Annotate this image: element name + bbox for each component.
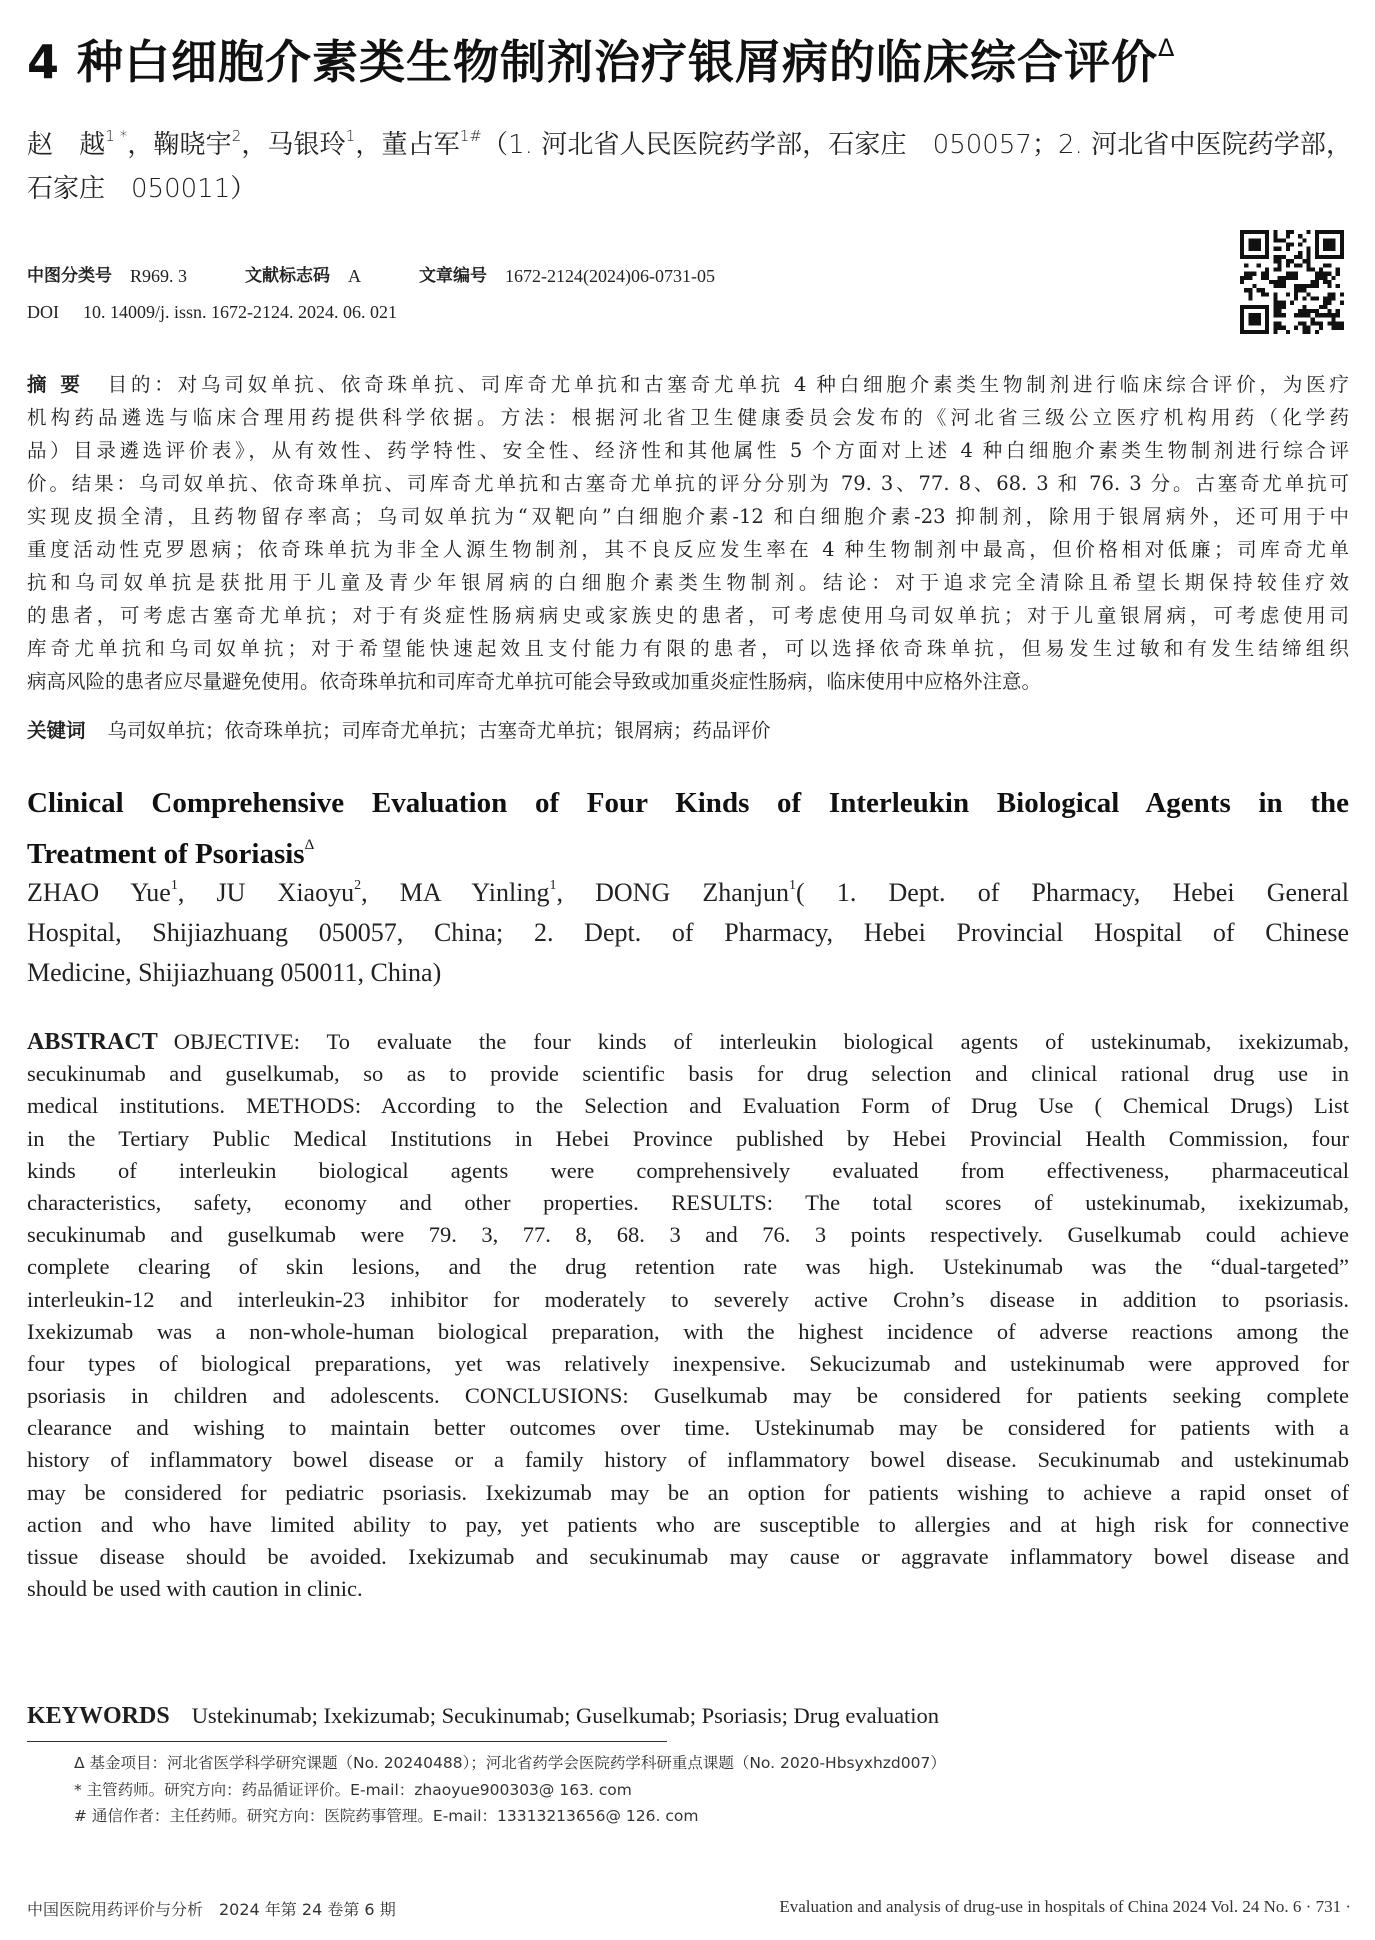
chinese-abstract-text: 目的：对乌司奴单抗、依奇珠单抗、司库奇尤单抗和古塞奇尤单抗 4 种白细胞介素类生物制剂进行临床综合评价，为医疗 xyxy=(107,373,1349,396)
english-abstract-line xyxy=(27,1316,1349,1348)
chinese-author-text: ，马银玲 xyxy=(241,130,346,160)
english-abstract-text: secukinumab and guselkumab, so as to provide scientific basis for drug selection and clinical rational drug use in xyxy=(27,1061,1349,1087)
chinese-abstract-label: 摘要 xyxy=(27,373,94,396)
english-abstract-text: characteristics, safety, economy and other properties. RESULTS: The total scores of ustekinumab, ixekizumab, xyxy=(27,1189,1349,1215)
chinese-authors-affiliations xyxy=(27,114,1352,211)
chinese-author-text: 赵 越 xyxy=(27,130,106,160)
chinese-title-text: 4 种白细胞介素类生物制剂治疗银屑病的临床综合评价 xyxy=(27,35,1159,89)
doc-code-label: 文献标志码 xyxy=(245,266,331,286)
english-abstract-line xyxy=(27,1477,1349,1509)
funding-mark: Δ xyxy=(1158,34,1176,62)
english-abstract-text: may be considered for pediatric psoriasis. Ixekizumab may be an option for patients wishing to achieve a rapid onset of xyxy=(27,1479,1349,1505)
english-keywords-text: Ustekinumab; Ixekizumab; Secukinumab; Guselkumab; Psoriasis; Drug evaluation xyxy=(191,1703,940,1728)
chinese-abstract-text: 病高风险的患者应尽量避免使用。依奇珠单抗和司库奇尤单抗可能会导致或加重炎症性肠病，临床使用中应格外注意。 xyxy=(27,670,1042,693)
english-abstract-line xyxy=(27,1187,1349,1219)
english-author-text: ( 1. Dept. of Pharmacy, Hebei General xyxy=(796,878,1349,907)
english-keywords-label: KEYWORDS xyxy=(27,1703,170,1729)
chinese-abstract-line xyxy=(27,533,1349,566)
english-keywords xyxy=(27,1703,939,1730)
english-abstract-line xyxy=(27,1123,1349,1155)
english-title xyxy=(27,782,1349,875)
chinese-keywords-label: 关键词 xyxy=(27,719,86,742)
clc-value: R969. 3 xyxy=(130,266,188,286)
english-abstract-text: action and who have limited ability to pay, yet patients who are susceptible to allergies and at high risk for connective xyxy=(27,1511,1349,1537)
english-author-line xyxy=(27,866,1349,913)
english-author-line xyxy=(27,953,1349,993)
doi-row xyxy=(27,294,773,330)
footnote-corresponding-author: # 通信作者：主任药师。研究方向：医院药事管理。E-mail：13313213656@ 126. com xyxy=(74,1807,699,1825)
english-abstract-text: interleukin-12 and interleukin-23 inhibitor for moderately to severely active Crohn’s disease in addition to psoriasis. xyxy=(27,1286,1349,1312)
english-title-line: Clinical Comprehensive Evaluation of Four Kinds of Interleukin Biological Agents in the xyxy=(27,787,1349,819)
english-abstract-text: medical institutions. METHODS: According to the Selection and Evaluation Form of Drug Use ( Chemical Drugs) List xyxy=(27,1093,1349,1119)
english-abstract-text: OBJECTIVE: To evaluate the four kinds of interleukin biological agents of ustekinumab, ixekizumab, xyxy=(173,1029,1349,1054)
affiliation-superscript: 1 * xyxy=(105,127,128,145)
english-abstract-text: secukinumab and guselkumab were 79. 3, 77. 8, 68. 3 and 76. 3 points respectively. Guselkumab could achieve xyxy=(27,1222,1349,1248)
footnotes xyxy=(74,1750,946,1830)
english-abstract-line xyxy=(27,1219,1349,1251)
chinese-abstract-text: 品）目录遴选评价表》，从有效性、药学特性、安全性、经济性和其他属性 5 个方面对上述 4 种白细胞介素类生物制剂进行综合评 xyxy=(27,439,1349,462)
chinese-title xyxy=(27,18,1357,92)
chinese-abstract-line xyxy=(27,632,1349,665)
chinese-abstract xyxy=(27,368,1349,698)
chinese-author-text: ，董占军 xyxy=(355,130,460,160)
english-abstract-text: kinds of interleukin biological agents were comprehensively evaluated from effectiveness, pharmaceutical xyxy=(27,1157,1349,1183)
english-abstract-line xyxy=(27,1348,1349,1380)
chinese-abstract-line xyxy=(27,401,1349,434)
chinese-abstract-line xyxy=(27,500,1349,533)
chinese-abstract-text: 机构药品遴选与临床合理用药提供科学依据。方法：根据河北省卫生健康委员会发布的《河北省三级公立医疗机构用药（化学药 xyxy=(27,406,1349,429)
chinese-abstract-text: 库奇尤单抗和乌司奴单抗；对于希望能快速起效且支付能力有限的患者，可以选择依奇珠单抗，但易发生过敏和有发生结缔组织 xyxy=(27,637,1349,660)
english-abstract-text: history of inflammatory bowel disease or a family history of inflammatory bowel disease. Secukinumab and ustekinumab xyxy=(27,1447,1349,1473)
english-author-line xyxy=(27,913,1349,953)
english-author-text: , DONG Zhanjun xyxy=(556,878,790,907)
english-abstract-line xyxy=(27,1541,1349,1573)
chinese-abstract-text: 重度活动性克罗恩病；依奇珠单抗为非全人源生物制剂，其不良反应发生率在 4 种生物制剂中最高，但价格相对低廉；司库奇尤单 xyxy=(27,538,1349,561)
affiliation-superscript: 2 xyxy=(354,878,362,893)
chinese-keywords-text: 乌司奴单抗；依奇珠单抗；司库奇尤单抗；古塞奇尤单抗；银屑病；药品评价 xyxy=(107,719,771,742)
english-abstract-line xyxy=(27,1155,1349,1187)
english-abstract-line xyxy=(27,1509,1349,1541)
english-title-line: Treatment of Psoriasis$^\Delta$ xyxy=(27,837,315,870)
chinese-author-line xyxy=(27,114,1352,167)
english-abstract-text: clearance and wishing to maintain better outcomes over time. Ustekinumab may be considered for patients with a xyxy=(27,1415,1349,1441)
affiliation-superscript: 1# xyxy=(459,127,482,145)
english-abstract-line xyxy=(27,1026,1349,1058)
english-author-text: , MA Yinling xyxy=(361,878,550,907)
english-abstract-line xyxy=(27,1444,1349,1476)
footnote-first-author: * 主管药师。研究方向：药品循证评价。E-mail：zhaoyue900303@ 163. com xyxy=(74,1780,632,1799)
funding-mark: Δ xyxy=(304,837,315,853)
footer-journal-en: Evaluation and analysis of drug-use in hospitals of China 2024 Vol. 24 No. 6 · 731 · xyxy=(779,1897,1351,1916)
english-abstract-text: four types of biological preparations, yet was relatively inexpensive. Sekucizumab and ustekinumab were approved for xyxy=(27,1350,1349,1376)
chinese-abstract-line xyxy=(27,434,1349,467)
doc-code-value: A xyxy=(348,266,362,286)
english-abstract-text: tissue disease should be avoided. Ixekizumab and secukinumab may cause or aggravate inflammatory bowel disease and xyxy=(27,1544,1349,1569)
english-abstract-line xyxy=(27,1284,1349,1316)
english-abstract-text: Ixekizumab was a non-whole-human biological preparation, with the highest incidence of adverse reactions among the xyxy=(27,1318,1349,1344)
doi-label: DOI xyxy=(27,302,59,322)
clc-label: 中图分类号 xyxy=(27,266,112,286)
chinese-abstract-text: 抗和乌司奴单抗是获批用于儿童及青少年银屑病的白细胞介素类生物制剂。结论：对于追求完全清除且希望长期保持较佳疗效 xyxy=(27,571,1349,594)
affiliation-superscript: 1 xyxy=(345,127,356,145)
classification-row xyxy=(27,258,773,294)
chinese-abstract-line xyxy=(27,368,1349,401)
english-abstract-text: should be used with caution in clinic. xyxy=(27,1576,363,1602)
article-no-label: 文章编号 xyxy=(419,266,488,286)
english-abstract xyxy=(27,1026,1349,1605)
chinese-abstract-line xyxy=(27,665,1349,698)
english-authors-affiliations xyxy=(27,866,1349,993)
chinese-author-text: 石家庄 050011） xyxy=(27,174,257,204)
english-abstract-line xyxy=(27,1412,1349,1444)
english-abstract-text: in the Tertiary Public Medical Institutions in Hebei Province published by Hebei Provincial Health Commission, four xyxy=(27,1125,1349,1151)
qr-code-icon[interactable] xyxy=(1240,230,1344,334)
chinese-author-text: ，鞠晓宇 xyxy=(127,130,232,160)
english-author-text: , JU Xiaoyu xyxy=(177,878,355,907)
english-abstract-label: ABSTRACT xyxy=(27,1029,158,1055)
chinese-author-line xyxy=(27,167,1352,211)
english-author-text: Medicine, Shijiazhuang 050011, China) xyxy=(27,958,442,987)
english-abstract-line xyxy=(27,1090,1349,1122)
affiliation-superscript: 1 xyxy=(549,878,557,893)
article-no-value: 1672-2124(2024)06-0731-05 xyxy=(505,266,715,286)
english-abstract-text: psoriasis in children and adolescents. CONCLUSIONS: Guselkumab may be considered for patients seeking complete xyxy=(27,1383,1349,1409)
affiliation-superscript: 2 xyxy=(231,127,242,145)
chinese-abstract-text: 的患者，可考虑古塞奇尤单抗；对于有炎症性肠病病史或家族史的患者，可考虑使用乌司奴单抗；对于儿童银屑病，可考虑使用司 xyxy=(27,604,1349,627)
chinese-abstract-text: 价。结果：乌司奴单抗、依奇珠单抗、司库奇尤单抗和古塞奇尤单抗的评分分别为 79. 3、77. 8、68. 3 和 76. 3 分。古塞奇尤单抗可 xyxy=(27,472,1349,495)
chinese-abstract-line xyxy=(27,566,1349,599)
article-metadata xyxy=(27,258,773,330)
english-abstract-text: complete clearing of skin lesions, and the drug retention rate was high. Ustekinumab was the “dual-targeted” xyxy=(27,1254,1349,1280)
doi-value[interactable]: 10. 14009/j. issn. 1672-2124. 2024. 06. 021 xyxy=(83,302,398,322)
english-abstract-line xyxy=(27,1058,1349,1090)
affiliation-superscript: 1 xyxy=(170,878,178,893)
affiliation-superscript: 1 xyxy=(789,878,797,893)
english-author-text: Hospital, Shijiazhuang 050057, China; 2. Dept. of Pharmacy, Hebei Provincial Hospital of Chinese xyxy=(27,918,1349,947)
english-author-text: ZHAO Yue xyxy=(27,878,171,907)
chinese-keywords xyxy=(27,714,771,747)
english-abstract-line xyxy=(27,1380,1349,1412)
chinese-abstract-line xyxy=(27,467,1349,500)
english-abstract-line xyxy=(27,1251,1349,1283)
chinese-abstract-line xyxy=(27,599,1349,632)
footnote-funding: Δ 基金项目：河北省医学科学研究课题（No. 20240488）；河北省药学会医院药学科研重点课题（No. 2020-Hbsyxhzd007） xyxy=(74,1754,946,1772)
english-abstract-line xyxy=(27,1573,1349,1605)
footer-journal-cn: 中国医院用药评价与分析 2024 年第 24 卷第 6 期 xyxy=(27,1900,396,1919)
chinese-author-text: （1. 河北省人民医院药学部，石家庄 050057；2. 河北省中医院药学部， xyxy=(481,130,1352,160)
footnote-divider xyxy=(27,1741,667,1742)
chinese-abstract-text: 实现皮损全清，且药物留存率高；乌司奴单抗为“双靶向”白细胞介素-12 和白细胞介素-23 抑制剂，除用于银屑病外，还可用于中 xyxy=(27,505,1349,528)
